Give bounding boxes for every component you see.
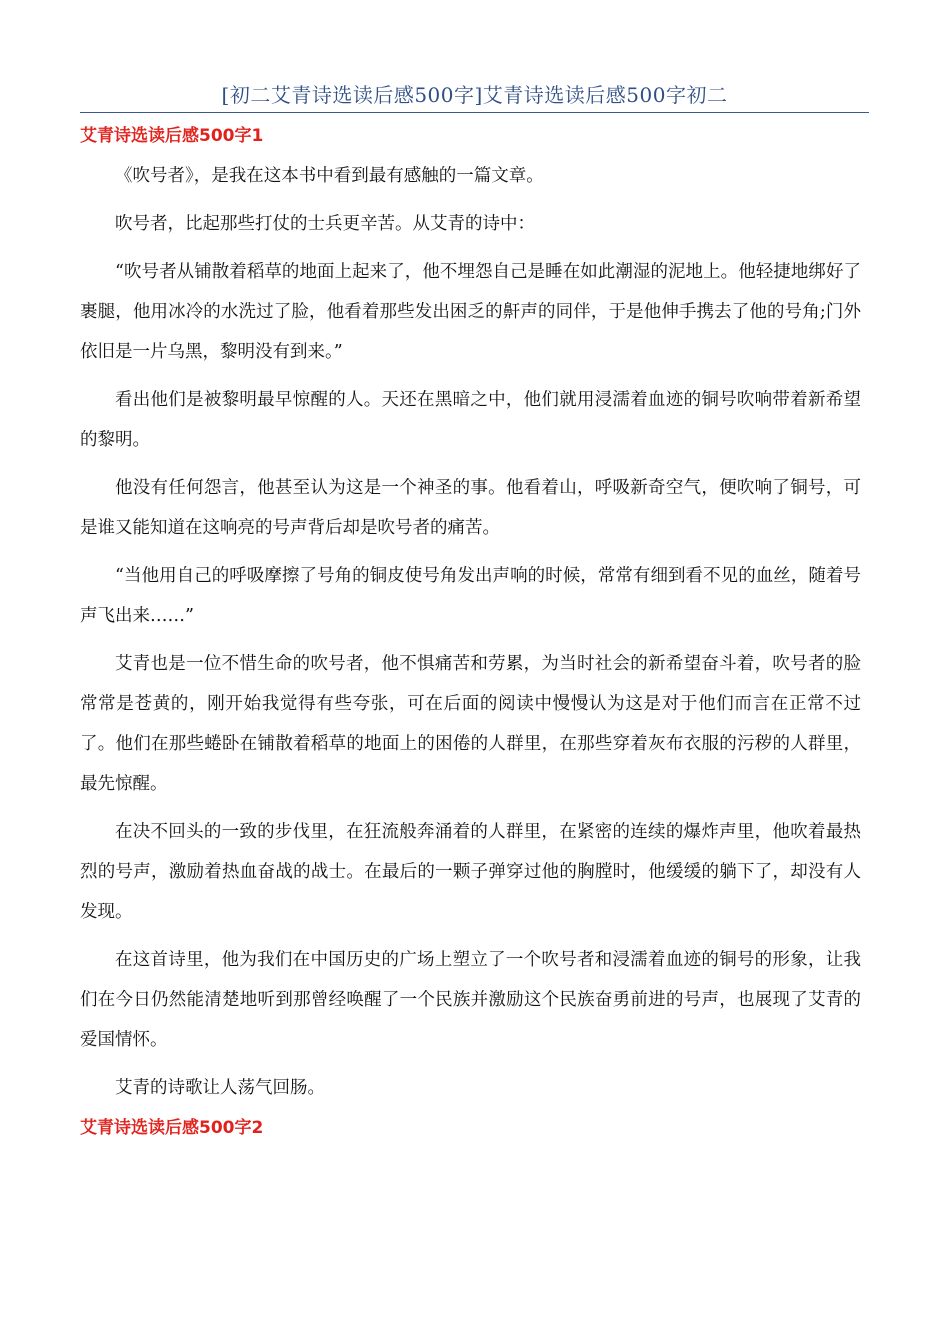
- paragraph: 他没有任何怨言，他甚至认为这是一个神圣的事。他看着山，呼吸新奇空气，便吹响了铜号，可是谁又能知道在这响亮的号声背后却是吹号者的痛苦。: [80, 478, 861, 538]
- header-title: [初二艾青诗选读后感500字]艾青诗选读后感500字初二: [221, 83, 728, 107]
- paragraph: 《吹号者》，是我在这本书中看到最有感触的一篇文章。: [115, 166, 544, 186]
- paragraph: 看出他们是被黎明最早惊醒的人。天还在黑暗之中，他们就用浸濡着血迹的铜号吹响带着新希望的黎明。: [80, 390, 861, 450]
- paragraph: 在决不回头的一致的步伐里，在狂流般奔涌着的人群里，在紧密的连续的爆炸声里，他吹着最热烈的号声，激励着热血奋战的战士。在最后的一颗子弹穿过他的胸膛时，他缓缓的躺下了，却没有人发现。: [80, 822, 861, 922]
- paragraph: 艾青也是一位不惜生命的吹号者，他不惧痛苦和劳累，为当时社会的新希望奋斗着，吹号者的脸常常是苍黄的，刚开始我觉得有些夸张，可在后面的阅读中慢慢认为这是对于他们而言在正常不过了。他们在那些蜷卧在铺散着稻草的地面上的困倦的人群里，在那些穿着灰布衣服的污秽的人群里，最先惊醒。: [80, 654, 861, 794]
- page-header: [80, 82, 869, 113]
- section-title: 艾青诗选读后感500字1: [80, 126, 264, 146]
- paragraph: 艾青的诗歌让人荡气回肠。: [115, 1078, 325, 1098]
- quote-paragraph: “当他用自己的呼吸摩擦了号角的铜皮使号角发出声响的时候，常常有细到看不见的血丝，随着号声飞出来……”: [80, 566, 861, 626]
- document-body: [80, 124, 861, 1148]
- paragraph: 在这首诗里，他为我们在中国历史的广场上塑立了一个吹号者和浸濡着血迹的铜号的形象，让我们在今日仍然能清楚地听到那曾经唤醒了一个民族并激励这个民族奋勇前进的号声，也展现了艾青的爱国情怀。: [80, 950, 861, 1050]
- paragraph: 吹号者，比起那些打仗的士兵更辛苦。从艾青的诗中：: [115, 214, 535, 234]
- section-1: [80, 124, 861, 1108]
- quote-paragraph: “吹号者从铺散着稻草的地面上起来了，他不埋怨自己是睡在如此潮湿的泥地上。他轻捷地绑好了裹腿，他用冰冷的水洗过了脸，他看着那些发出困乏的鼾声的同伴，于是他伸手携去了他的号角;门外依旧是一片乌黑，黎明没有到来。”: [80, 262, 861, 362]
- section-title: 艾青诗选读后感500字2: [80, 1118, 264, 1138]
- section-2: [80, 1116, 861, 1140]
